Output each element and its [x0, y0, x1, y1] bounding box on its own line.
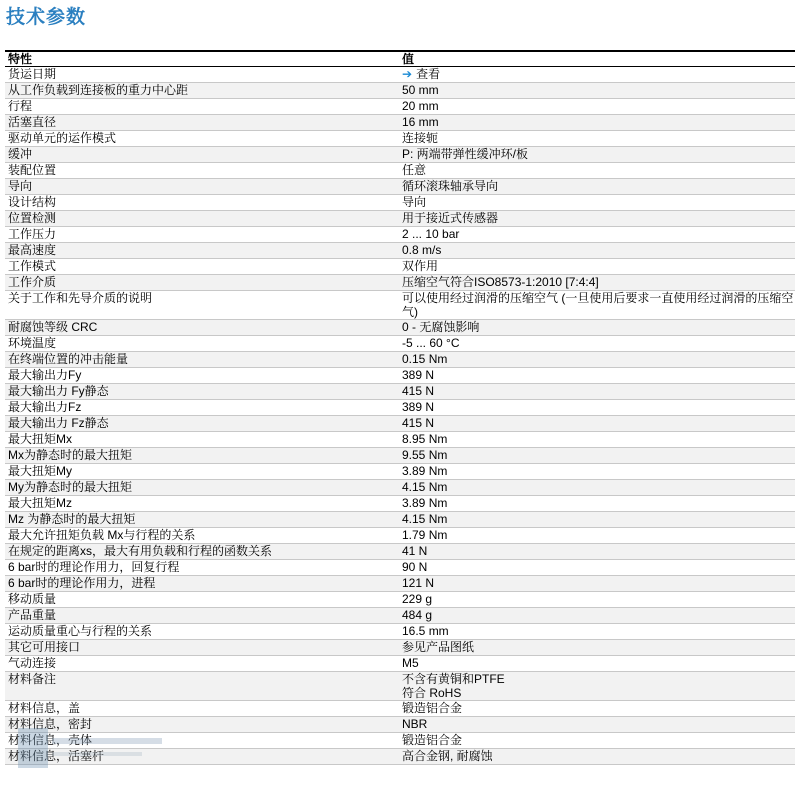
value-cell: 锻造铝合金	[399, 701, 795, 717]
table-row	[5, 544, 795, 560]
table-row	[5, 320, 795, 336]
value-cell: P: 两端带弹性缓冲环/板	[399, 147, 795, 163]
table-row	[5, 701, 795, 717]
table-row	[5, 275, 795, 291]
table-row	[5, 560, 795, 576]
value-cell	[399, 672, 795, 701]
value-cell: 20 mm	[399, 99, 795, 115]
value-cell: 389 N	[399, 400, 795, 416]
property-cell: 移动质量	[5, 592, 399, 608]
table-row	[5, 336, 795, 352]
value-cell: 3.89 Nm	[399, 464, 795, 480]
value-cell: 0.8 m/s	[399, 243, 795, 259]
value-cell: NBR	[399, 717, 795, 733]
property-cell: 关于工作和先导介质的说明	[5, 291, 399, 320]
property-cell: 耐腐蚀等级 CRC	[5, 320, 399, 336]
table-row	[5, 163, 795, 179]
table-row	[5, 717, 795, 733]
value-cell: 任意	[399, 163, 795, 179]
table-row	[5, 115, 795, 131]
property-cell: 材料信息，密封	[5, 717, 399, 733]
property-cell: 工作模式	[5, 259, 399, 275]
property-cell: 材料信息，活塞杆	[5, 749, 399, 765]
property-cell: 最大输出力 Fy静态	[5, 384, 399, 400]
property-cell: Mx为静态时的最大扭矩	[5, 448, 399, 464]
property-cell: 最高速度	[5, 243, 399, 259]
table-row	[5, 480, 795, 496]
table-row	[5, 624, 795, 640]
arrow-right-icon: ➔	[402, 67, 413, 81]
property-cell: 位置检测	[5, 211, 399, 227]
property-cell: 最大允许扭矩负载 Mx与行程的关系	[5, 528, 399, 544]
value-cell: 4.15 Nm	[399, 512, 795, 528]
table-row	[5, 576, 795, 592]
table-row	[5, 179, 795, 195]
table-row	[5, 259, 795, 275]
value-cell: M5	[399, 656, 795, 672]
page-title: 技术参数	[6, 6, 87, 28]
value-cell: 压缩空气符合ISO8573-1:2010 [7:4:4]	[399, 275, 795, 291]
table-row	[5, 512, 795, 528]
value-cell: 1.79 Nm	[399, 528, 795, 544]
value-cell: 484 g	[399, 608, 795, 624]
property-cell: 最大扭矩Mz	[5, 496, 399, 512]
property-cell: 产品重量	[5, 608, 399, 624]
value-cell: -5 ... 60 °C	[399, 336, 795, 352]
property-cell: 气动连接	[5, 656, 399, 672]
property-cell: 工作介质	[5, 275, 399, 291]
value-cell: 4.15 Nm	[399, 480, 795, 496]
value-cell: 8.95 Nm	[399, 432, 795, 448]
property-cell: 6 bar时的理论作用力，进程	[5, 576, 399, 592]
table-row	[5, 384, 795, 400]
table-row	[5, 496, 795, 512]
table-row	[5, 656, 795, 672]
value-cell: 9.55 Nm	[399, 448, 795, 464]
value-cell: 16 mm	[399, 115, 795, 131]
property-cell: 从工作负载到连接板的重力中心距	[5, 83, 399, 99]
property-cell: 材料备注	[5, 672, 399, 701]
value-cell: 锻造铝合金	[399, 733, 795, 749]
value-cell: 参见产品图纸	[399, 640, 795, 656]
value-line: 不含有黄铜和PTFE	[402, 672, 505, 686]
table-row	[5, 83, 795, 99]
table-row	[5, 195, 795, 211]
table-row	[5, 528, 795, 544]
table-row	[5, 227, 795, 243]
header-value: 值	[399, 51, 795, 67]
property-cell: 运动质量重心与行程的关系	[5, 624, 399, 640]
property-cell: 缓冲	[5, 147, 399, 163]
value-cell: 用于接近式传感器	[399, 211, 795, 227]
property-cell: 其它可用接口	[5, 640, 399, 656]
property-cell: 环境温度	[5, 336, 399, 352]
property-cell: 活塞直径	[5, 115, 399, 131]
value-cell: 41 N	[399, 544, 795, 560]
table-row	[5, 291, 795, 320]
property-cell: 最大输出力 Fz静态	[5, 416, 399, 432]
value-line: 符合 RoHS	[402, 686, 462, 700]
value-cell: 90 N	[399, 560, 795, 576]
table-row	[5, 67, 795, 83]
property-cell: 设计结构	[5, 195, 399, 211]
property-cell: 材料信息，盖	[5, 701, 399, 717]
value-cell: 连接轭	[399, 131, 795, 147]
value-cell: 415 N	[399, 416, 795, 432]
value-cell: 50 mm	[399, 83, 795, 99]
table-row	[5, 147, 795, 163]
property-cell: 在规定的距离xs，最大有用负载和行程的函数关系	[5, 544, 399, 560]
table-row	[5, 640, 795, 656]
table-row	[5, 733, 795, 749]
table-row	[5, 131, 795, 147]
value-cell: 16.5 mm	[399, 624, 795, 640]
value-cell: 高合金钢, 耐腐蚀	[399, 749, 795, 765]
delivery-view-link[interactable]: 查看	[416, 67, 441, 81]
property-cell: 导向	[5, 179, 399, 195]
property-cell: 6 bar时的理论作用力，回复行程	[5, 560, 399, 576]
value-cell: 0 - 无腐蚀影响	[399, 320, 795, 336]
property-cell: 最大扭矩My	[5, 464, 399, 480]
table-row	[5, 400, 795, 416]
value-cell: 389 N	[399, 368, 795, 384]
value-cell: 双作用	[399, 259, 795, 275]
property-cell: 材料信息，壳体	[5, 733, 399, 749]
property-cell: My为静态时的最大扭矩	[5, 480, 399, 496]
property-cell: 最大扭矩Mx	[5, 432, 399, 448]
value-cell: 循环滚珠轴承导向	[399, 179, 795, 195]
value-cell: 229 g	[399, 592, 795, 608]
value-cell	[399, 67, 795, 83]
property-cell: 在终端位置的冲击能量	[5, 352, 399, 368]
table-row	[5, 416, 795, 432]
property-cell: 驱动单元的运作模式	[5, 131, 399, 147]
property-cell: 货运日期	[5, 67, 399, 83]
table-row	[5, 211, 795, 227]
value-cell: 0.15 Nm	[399, 352, 795, 368]
value-cell: 415 N	[399, 384, 795, 400]
value-cell: 3.89 Nm	[399, 496, 795, 512]
table-row	[5, 448, 795, 464]
table-row	[5, 352, 795, 368]
table-row	[5, 464, 795, 480]
value-cell: 可以使用经过润滑的压缩空气 (一旦使用后要求一直使用经过润滑的压缩空气)	[399, 291, 795, 320]
property-cell: 工作压力	[5, 227, 399, 243]
property-cell: 行程	[5, 99, 399, 115]
table-row	[5, 749, 795, 765]
spec-table	[5, 50, 795, 765]
value-cell: 导向	[399, 195, 795, 211]
table-row	[5, 368, 795, 384]
table-row	[5, 432, 795, 448]
header-property: 特性	[5, 51, 399, 67]
table-row	[5, 99, 795, 115]
property-cell: 最大输出力Fz	[5, 400, 399, 416]
value-cell: 121 N	[399, 576, 795, 592]
property-cell: 装配位置	[5, 163, 399, 179]
value-cell: 2 ... 10 bar	[399, 227, 795, 243]
table-header-row	[5, 51, 795, 67]
property-cell: Mz 为静态时的最大扭矩	[5, 512, 399, 528]
table-row	[5, 672, 795, 701]
table-row	[5, 243, 795, 259]
property-cell: 最大输出力Fy	[5, 368, 399, 384]
table-row	[5, 592, 795, 608]
table-row	[5, 608, 795, 624]
